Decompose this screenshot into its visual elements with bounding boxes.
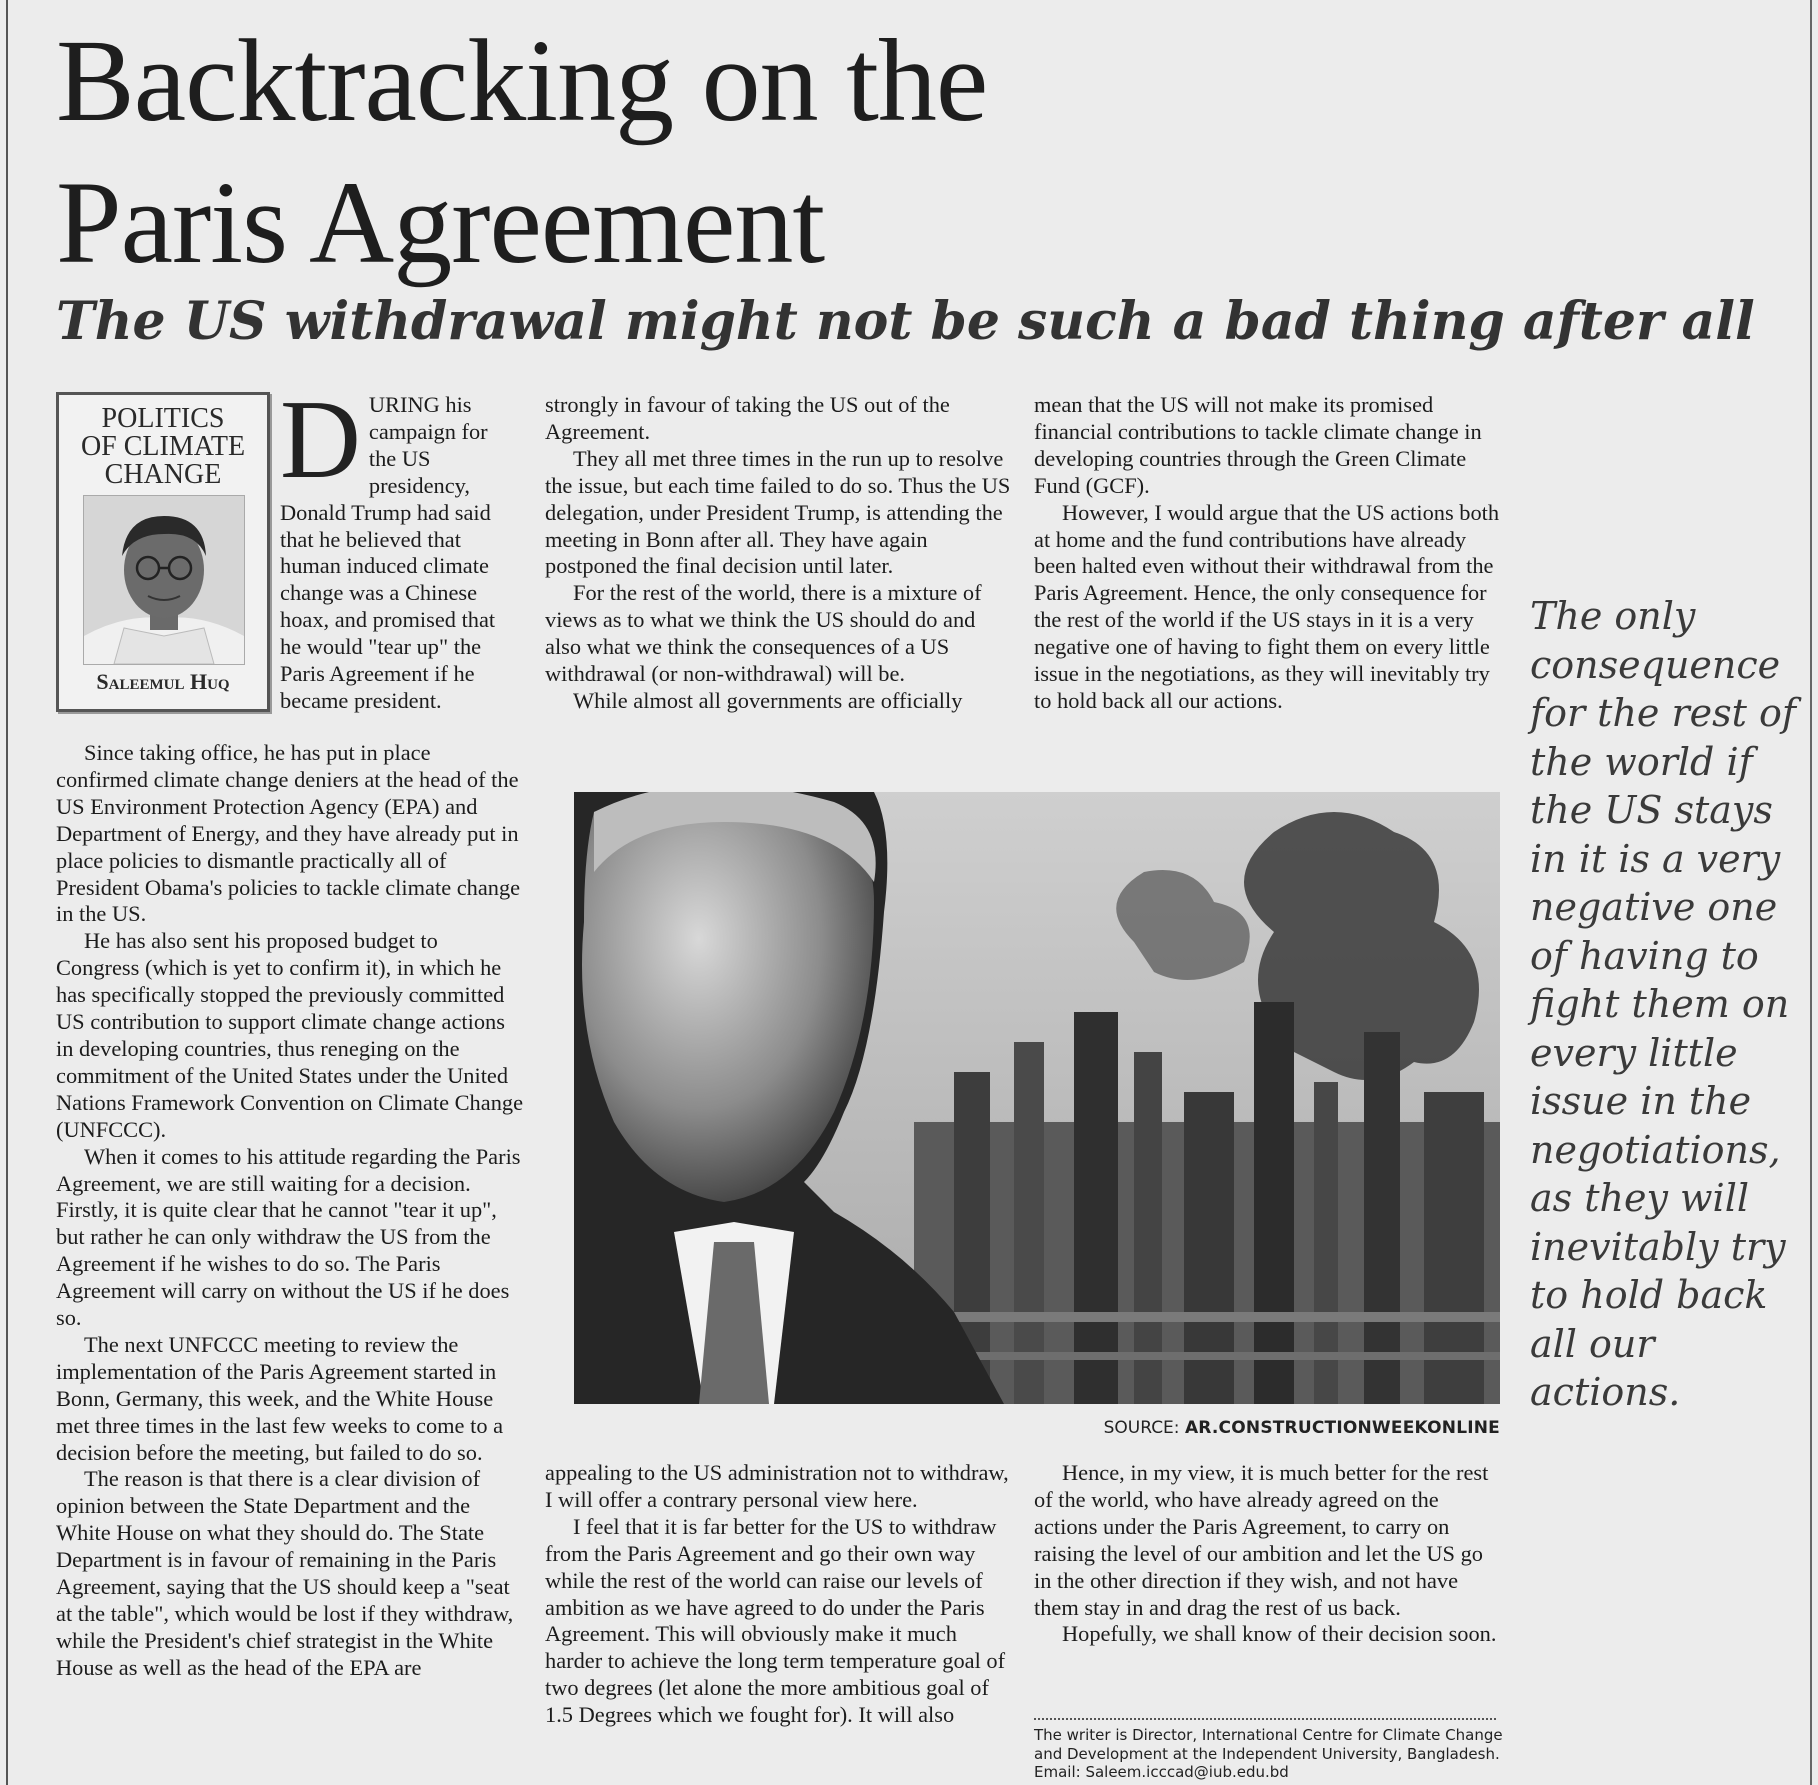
column-logo-box: [56, 392, 270, 712]
column-title-line-2: OF CLIMATE: [80, 431, 246, 462]
column-title-line-3: CHANGE: [104, 459, 222, 490]
column-title-line-1: POLITICS: [101, 403, 225, 434]
paragraph: When it comes to his attitude regarding the Paris Agreement, we are still waiting for a decision. Firstly, it is quite clear that he cannot "tear it up", but rather he can only withdraw the US from the Agreement if he wishes to do so. The Paris Agreement will carry on without the US if he does so.: [56, 1143, 521, 1331]
right-margin-rule: [1810, 0, 1812, 1785]
dropcap: D: [280, 378, 361, 502]
paragraph: mean that the US will not make its promised financial contributions to tackle climate change in developing countries through the Green Climate Fund (GCF).: [1034, 392, 1482, 498]
paragraph: He has also sent his proposed budget to Congress (which is yet to confirm it), in which he has specifically stopped the previously committed US contribution to support climate change actions in developing countries, thus reneging on the commitment of the United States under the United Nations Framework Convention on Climate Change (UNFCCC).: [56, 928, 524, 1142]
footer-divider: [1034, 1718, 1496, 1720]
column-2-top: [545, 392, 1013, 715]
subheadline: The US withdrawal might not be such a bad thing after all: [56, 291, 1755, 352]
headline-line-2: Paris Agreement: [56, 157, 825, 288]
author-name: Saleemul Huq: [96, 669, 230, 694]
paragraph: appealing to the US administration not to withdraw, I will offer a contrary personal view here.: [545, 1460, 1009, 1512]
left-margin-rule: [6, 0, 8, 1785]
paragraph: However, I would argue that the US actions both at home and the fund contributions have already been halted even without their withdrawal from the Paris Agreement. Hence, the only consequence for the rest of the world if the US stays in it is a very negative one of having to fight them on every little issue in the negotiations, as they will inevitably try to hold back all our actions.: [1034, 499, 1500, 713]
paragraph: For the rest of the world, there is a mixture of views as to what we think the US should do and also what we think the consequences of a US withdrawal (or non-withdrawal) will be.: [545, 580, 982, 687]
paragraph: The reason is that there is a clear division of opinion between the State Department and the White House on what they should do. The State Department is in favour of remaining in the Paris Agreement, saying that the US should keep a "seat at the table", which would be lost if they withdraw, while the President's chief strategist in the White House as well as the head of the EPA are: [56, 1466, 514, 1680]
paragraph: Hopefully, we shall know of their decision soon.: [1062, 1621, 1497, 1647]
photo-source-name: AR.CONSTRUCTIONWEEKONLINE: [1184, 1418, 1500, 1438]
column-title: [59, 405, 267, 489]
photo-source-label: SOURCE:: [1103, 1418, 1180, 1438]
paragraph-intro: [280, 378, 520, 715]
column-1-intro: [280, 378, 520, 715]
column-1: [56, 740, 524, 1682]
author-portrait: [83, 495, 245, 665]
paragraph: I feel that it is far better for the US to withdraw from the Paris Agreement and go their own way while the rest of the world can raise our levels of ambition as we have agreed to do under the Paris Agreement. This will obviously make it much harder to achieve the long term temperature goal of two degrees (let alone the more ambitious goal of 1.5 Degrees which we fought for). It will also: [545, 1513, 1006, 1728]
paragraph: strongly in favour of taking the US out of the Agreement.: [545, 392, 950, 444]
article-photo: [574, 792, 1500, 1404]
column-3-bottom: [1034, 1460, 1502, 1648]
pull-quote: The only consequence for the rest of the world if the US stays in it is a very negative one of having to fight them on every little issue in the negotiations, as they will inevitably try to hold back all our actions.: [1530, 594, 1796, 1414]
author-bio: The writer is Director, International Centre for Climate Change and Development at the Independent University, Bangladesh. Email: Saleem.icccad@iub.edu.bd: [1034, 1726, 1503, 1781]
column-3-top: [1034, 392, 1502, 715]
headline-line-1: Backtracking on the: [56, 15, 988, 146]
column-2-bottom: [545, 1460, 1013, 1729]
headline: [56, 10, 1256, 294]
paragraph: The next UNFCCC meeting to review the implementation of the Paris Agreement started in Bonn, Germany, this week, and the White House met three times in the last few weeks to come to a decision before the meeting, but failed to do so.: [56, 1331, 504, 1465]
author-portrait-graphic: [84, 496, 244, 664]
paragraph: Hence, in my view, it is much better for the rest of the world, who have already agreed on the actions under the Paris Agreement, to carry on raising the level of our ambition and let the US go in the other direction if they wish, and not have them stay in and drag the rest of us back.: [1034, 1460, 1489, 1620]
paragraph: While almost all governments are officially: [573, 687, 963, 713]
paragraph: They all met three times in the run up to resolve the issue, but each time failed to do so. Thus the US delegation, under President Trump, is attending the meeting in Bonn after all. They have again postponed the final decision until later.: [545, 445, 1011, 579]
intro-text: URING his campaign for the US presidency, Donald Trump had said that he believed that human induced climate change was a Chinese hoax, and promised that he would "tear up" the Paris Agreement if he became president.: [280, 392, 496, 713]
photo-graphic: [574, 792, 1500, 1404]
photo-source: [1000, 1418, 1500, 1438]
paragraph: Since taking office, he has put in place confirmed climate change deniers at the head of the US Environment Protection Agency (EPA) and Department of Energy, and they have already put in place policies to dismantle practically all of President Obama's policies to tackle climate change in the US.: [56, 740, 521, 927]
